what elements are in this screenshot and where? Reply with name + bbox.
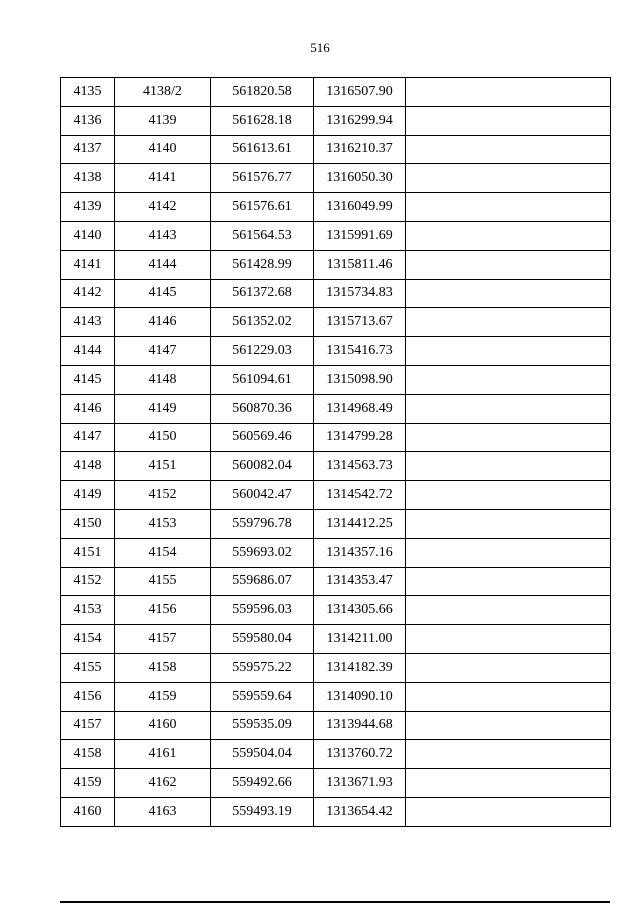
y-coordinate-cell: 1314563.73: [314, 452, 406, 481]
y-coordinate-cell: 1315416.73: [314, 337, 406, 366]
x-coordinate-cell: 561628.18: [211, 106, 314, 135]
table-row: [61, 653, 611, 682]
point-number-cell: 4152: [61, 567, 115, 596]
table-row: [61, 365, 611, 394]
x-coordinate-cell: 559580.04: [211, 625, 314, 654]
y-coordinate-cell: 1315734.83: [314, 279, 406, 308]
point-number-cell: 4136: [61, 106, 115, 135]
table-row: [61, 308, 611, 337]
y-coordinate-cell: 1316507.90: [314, 78, 406, 107]
point-number-cell: 4149: [61, 481, 115, 510]
x-coordinate-cell: 559559.64: [211, 682, 314, 711]
point-number-cell: 4155: [61, 653, 115, 682]
note-cell: [406, 797, 611, 826]
point-number-cell: 4157: [61, 711, 115, 740]
y-coordinate-cell: 1314412.25: [314, 509, 406, 538]
reference-number-cell: 4138/2: [115, 78, 211, 107]
reference-number-cell: 4148: [115, 365, 211, 394]
footer-rule: [60, 901, 610, 903]
coordinates-table: [60, 77, 611, 827]
table-row: [61, 769, 611, 798]
x-coordinate-cell: 559535.09: [211, 711, 314, 740]
point-number-cell: 4158: [61, 740, 115, 769]
point-number-cell: 4144: [61, 337, 115, 366]
reference-number-cell: 4146: [115, 308, 211, 337]
point-number-cell: 4153: [61, 596, 115, 625]
x-coordinate-cell: 561352.02: [211, 308, 314, 337]
y-coordinate-cell: 1314182.39: [314, 653, 406, 682]
x-coordinate-cell: 559686.07: [211, 567, 314, 596]
y-coordinate-cell: 1314305.66: [314, 596, 406, 625]
note-cell: [406, 164, 611, 193]
note-cell: [406, 538, 611, 567]
reference-number-cell: 4158: [115, 653, 211, 682]
note-cell: [406, 481, 611, 510]
note-cell: [406, 135, 611, 164]
x-coordinate-cell: 559596.03: [211, 596, 314, 625]
point-number-cell: 4160: [61, 797, 115, 826]
reference-number-cell: 4145: [115, 279, 211, 308]
note-cell: [406, 711, 611, 740]
reference-number-cell: 4157: [115, 625, 211, 654]
point-number-cell: 4135: [61, 78, 115, 107]
x-coordinate-cell: 561576.77: [211, 164, 314, 193]
table-row: [61, 423, 611, 452]
table-row: [61, 164, 611, 193]
point-number-cell: 4141: [61, 250, 115, 279]
note-cell: [406, 567, 611, 596]
point-number-cell: 4137: [61, 135, 115, 164]
y-coordinate-cell: 1316210.37: [314, 135, 406, 164]
x-coordinate-cell: 559693.02: [211, 538, 314, 567]
reference-number-cell: 4144: [115, 250, 211, 279]
reference-number-cell: 4150: [115, 423, 211, 452]
x-coordinate-cell: 559575.22: [211, 653, 314, 682]
x-coordinate-cell: 561613.61: [211, 135, 314, 164]
x-coordinate-cell: 561576.61: [211, 193, 314, 222]
point-number-cell: 4151: [61, 538, 115, 567]
note-cell: [406, 423, 611, 452]
note-cell: [406, 394, 611, 423]
x-coordinate-cell: 559796.78: [211, 509, 314, 538]
table-row: [61, 337, 611, 366]
y-coordinate-cell: 1315811.46: [314, 250, 406, 279]
point-number-cell: 4159: [61, 769, 115, 798]
table-row: [61, 625, 611, 654]
note-cell: [406, 193, 611, 222]
point-number-cell: 4147: [61, 423, 115, 452]
reference-number-cell: 4154: [115, 538, 211, 567]
reference-number-cell: 4163: [115, 797, 211, 826]
note-cell: [406, 452, 611, 481]
point-number-cell: 4156: [61, 682, 115, 711]
note-cell: [406, 596, 611, 625]
y-coordinate-cell: 1313944.68: [314, 711, 406, 740]
y-coordinate-cell: 1316050.30: [314, 164, 406, 193]
reference-number-cell: 4161: [115, 740, 211, 769]
table-row: [61, 135, 611, 164]
note-cell: [406, 682, 611, 711]
table-row: [61, 538, 611, 567]
note-cell: [406, 509, 611, 538]
note-cell: [406, 250, 611, 279]
x-coordinate-cell: 559492.66: [211, 769, 314, 798]
table-row: [61, 567, 611, 596]
table-row: [61, 279, 611, 308]
y-coordinate-cell: 1313654.42: [314, 797, 406, 826]
point-number-cell: 4140: [61, 221, 115, 250]
x-coordinate-cell: 560870.36: [211, 394, 314, 423]
y-coordinate-cell: 1313760.72: [314, 740, 406, 769]
reference-number-cell: 4142: [115, 193, 211, 222]
y-coordinate-cell: 1314799.28: [314, 423, 406, 452]
table-row: [61, 509, 611, 538]
reference-number-cell: 4155: [115, 567, 211, 596]
note-cell: [406, 78, 611, 107]
reference-number-cell: 4151: [115, 452, 211, 481]
y-coordinate-cell: 1315713.67: [314, 308, 406, 337]
reference-number-cell: 4143: [115, 221, 211, 250]
table-row: [61, 452, 611, 481]
reference-number-cell: 4152: [115, 481, 211, 510]
table-row: [61, 682, 611, 711]
y-coordinate-cell: 1314968.49: [314, 394, 406, 423]
note-cell: [406, 625, 611, 654]
reference-number-cell: 4160: [115, 711, 211, 740]
note-cell: [406, 653, 611, 682]
point-number-cell: 4143: [61, 308, 115, 337]
note-cell: [406, 308, 611, 337]
x-coordinate-cell: 559493.19: [211, 797, 314, 826]
x-coordinate-cell: 560569.46: [211, 423, 314, 452]
reference-number-cell: 4156: [115, 596, 211, 625]
y-coordinate-cell: 1316299.94: [314, 106, 406, 135]
y-coordinate-cell: 1314353.47: [314, 567, 406, 596]
table-row: [61, 78, 611, 107]
reference-number-cell: 4149: [115, 394, 211, 423]
y-coordinate-cell: 1313671.93: [314, 769, 406, 798]
table-row: [61, 797, 611, 826]
x-coordinate-cell: 561372.68: [211, 279, 314, 308]
table-row: [61, 394, 611, 423]
reference-number-cell: 4147: [115, 337, 211, 366]
reference-number-cell: 4153: [115, 509, 211, 538]
y-coordinate-cell: 1314357.16: [314, 538, 406, 567]
x-coordinate-cell: 561094.61: [211, 365, 314, 394]
table-row: [61, 711, 611, 740]
table-row: [61, 221, 611, 250]
table-body: [61, 78, 611, 827]
x-coordinate-cell: 559504.04: [211, 740, 314, 769]
note-cell: [406, 279, 611, 308]
reference-number-cell: 4141: [115, 164, 211, 193]
y-coordinate-cell: 1316049.99: [314, 193, 406, 222]
y-coordinate-cell: 1314090.10: [314, 682, 406, 711]
x-coordinate-cell: 561229.03: [211, 337, 314, 366]
point-number-cell: 4148: [61, 452, 115, 481]
y-coordinate-cell: 1314542.72: [314, 481, 406, 510]
table-row: [61, 740, 611, 769]
x-coordinate-cell: 560082.04: [211, 452, 314, 481]
note-cell: [406, 365, 611, 394]
table-row: [61, 596, 611, 625]
note-cell: [406, 337, 611, 366]
point-number-cell: 4139: [61, 193, 115, 222]
table-row: [61, 106, 611, 135]
x-coordinate-cell: 561564.53: [211, 221, 314, 250]
note-cell: [406, 740, 611, 769]
reference-number-cell: 4159: [115, 682, 211, 711]
table-row: [61, 193, 611, 222]
y-coordinate-cell: 1314211.00: [314, 625, 406, 654]
point-number-cell: 4146: [61, 394, 115, 423]
table-row: [61, 250, 611, 279]
point-number-cell: 4150: [61, 509, 115, 538]
point-number-cell: 4138: [61, 164, 115, 193]
point-number-cell: 4142: [61, 279, 115, 308]
y-coordinate-cell: 1315991.69: [314, 221, 406, 250]
reference-number-cell: 4139: [115, 106, 211, 135]
point-number-cell: 4145: [61, 365, 115, 394]
note-cell: [406, 221, 611, 250]
table-row: [61, 481, 611, 510]
reference-number-cell: 4140: [115, 135, 211, 164]
note-cell: [406, 769, 611, 798]
x-coordinate-cell: 560042.47: [211, 481, 314, 510]
note-cell: [406, 106, 611, 135]
y-coordinate-cell: 1315098.90: [314, 365, 406, 394]
point-number-cell: 4154: [61, 625, 115, 654]
page-number: 516: [310, 40, 330, 55]
x-coordinate-cell: 561428.99: [211, 250, 314, 279]
x-coordinate-cell: 561820.58: [211, 78, 314, 107]
reference-number-cell: 4162: [115, 769, 211, 798]
